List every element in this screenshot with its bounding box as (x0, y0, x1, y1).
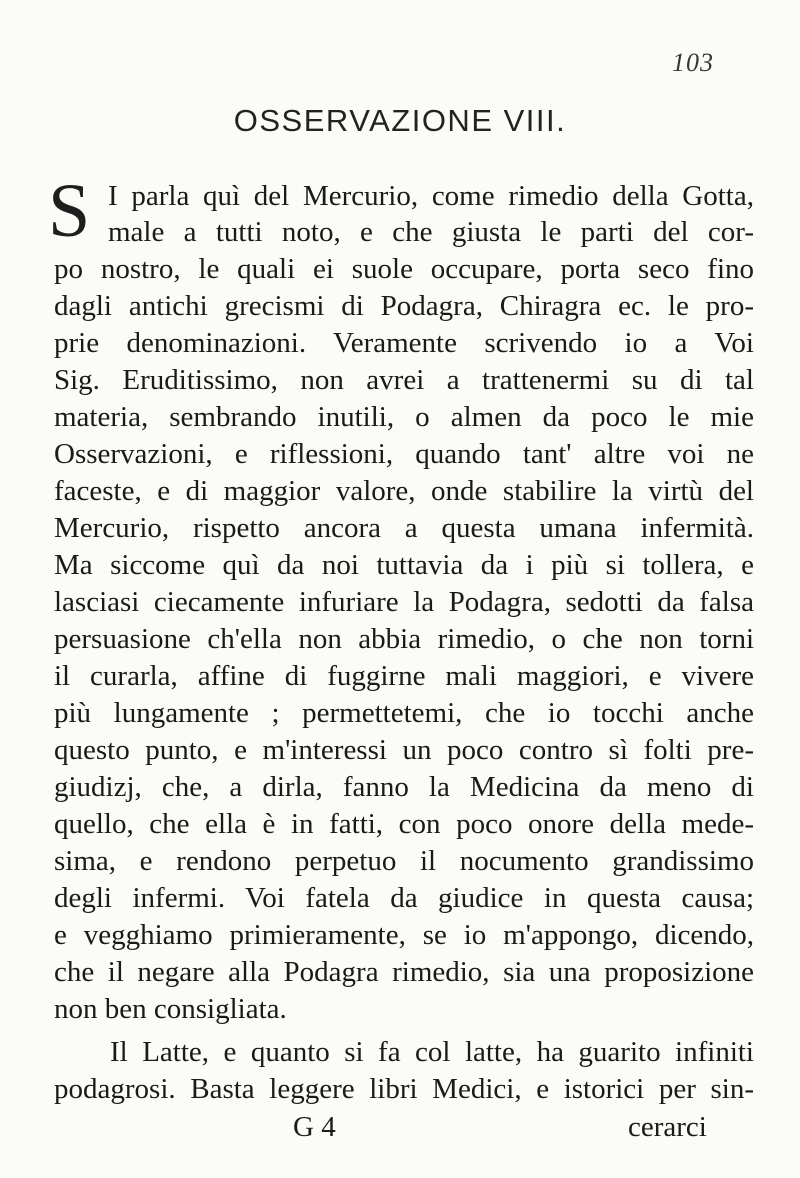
text-line: quello, che ella è in fatti, con poco onore della mede- (54, 808, 754, 840)
text-line: il curarla, affine di fuggirne mali maggiori, e vivere (54, 660, 754, 692)
text-line: Mercurio, rispetto ancora a questa umana infermità. (54, 512, 754, 544)
drop-cap: S (48, 169, 91, 253)
text-line: non ben consigliata. (54, 993, 287, 1025)
signature-mark: G 4 (293, 1111, 336, 1143)
text-line: questo punto, e m'interessi un poco contro sì folti pre- (54, 734, 754, 766)
text-line: lasciasi ciecamente infuriare la Podagra, sedotti da falsa (54, 586, 754, 618)
catchword: cerarci (628, 1111, 707, 1143)
text-line: I parla quì del Mercurio, come rimedio della Gotta, (108, 180, 754, 212)
text-line: materia, sembrando inutili, o almen da poco le mie (54, 401, 754, 433)
text-line: Sig. Eruditissimo, non avrei a trattenermi su di tal (54, 364, 754, 396)
text-line: male a tutti noto, e che giusta le parti del cor- (108, 216, 754, 248)
text-line: dagli antichi grecismi di Podagra, Chiragra ec. le pro- (54, 290, 754, 322)
text-line: degli infermi. Voi fatela da giudice in questa causa; (54, 882, 754, 914)
text-line: faceste, e di maggior valore, onde stabilire la virtù del (54, 475, 754, 507)
text-line: più lungamente ; permettetemi, che io tocchi anche (54, 697, 754, 729)
text-line: prie denominazioni. Veramente scrivendo io a Voi (54, 327, 754, 359)
text-line: Ma siccome quì da noi tuttavia da i più si tollera, e (54, 549, 754, 581)
text-line: Il Latte, e quanto si fa col latte, ha guarito infiniti (110, 1036, 754, 1068)
text-line: giudizj, che, a dirla, fanno la Medicina da meno di (54, 771, 754, 803)
text-line: persuasione ch'ella non abbia rimedio, o che non torni (54, 623, 754, 655)
text-line: e vegghiamo primieramente, se io m'appongo, dicendo, (54, 919, 754, 951)
section-title: OSSERVAZIONE VIII. (233, 103, 567, 138)
text-line: che il negare alla Podagra rimedio, sia una proposizione (54, 956, 754, 988)
text-line: podagrosi. Basta leggere libri Medici, e istorici per sin- (54, 1073, 754, 1105)
text-line: po nostro, le quali ei suole occupare, porta seco fino (54, 253, 754, 285)
text-line: sima, e rendono perpetuo il nocumento grandissimo (54, 845, 754, 877)
text-line: Osservazioni, e riflessioni, quando tant' altre voi ne (54, 438, 754, 470)
page-number: 103 (672, 48, 714, 77)
